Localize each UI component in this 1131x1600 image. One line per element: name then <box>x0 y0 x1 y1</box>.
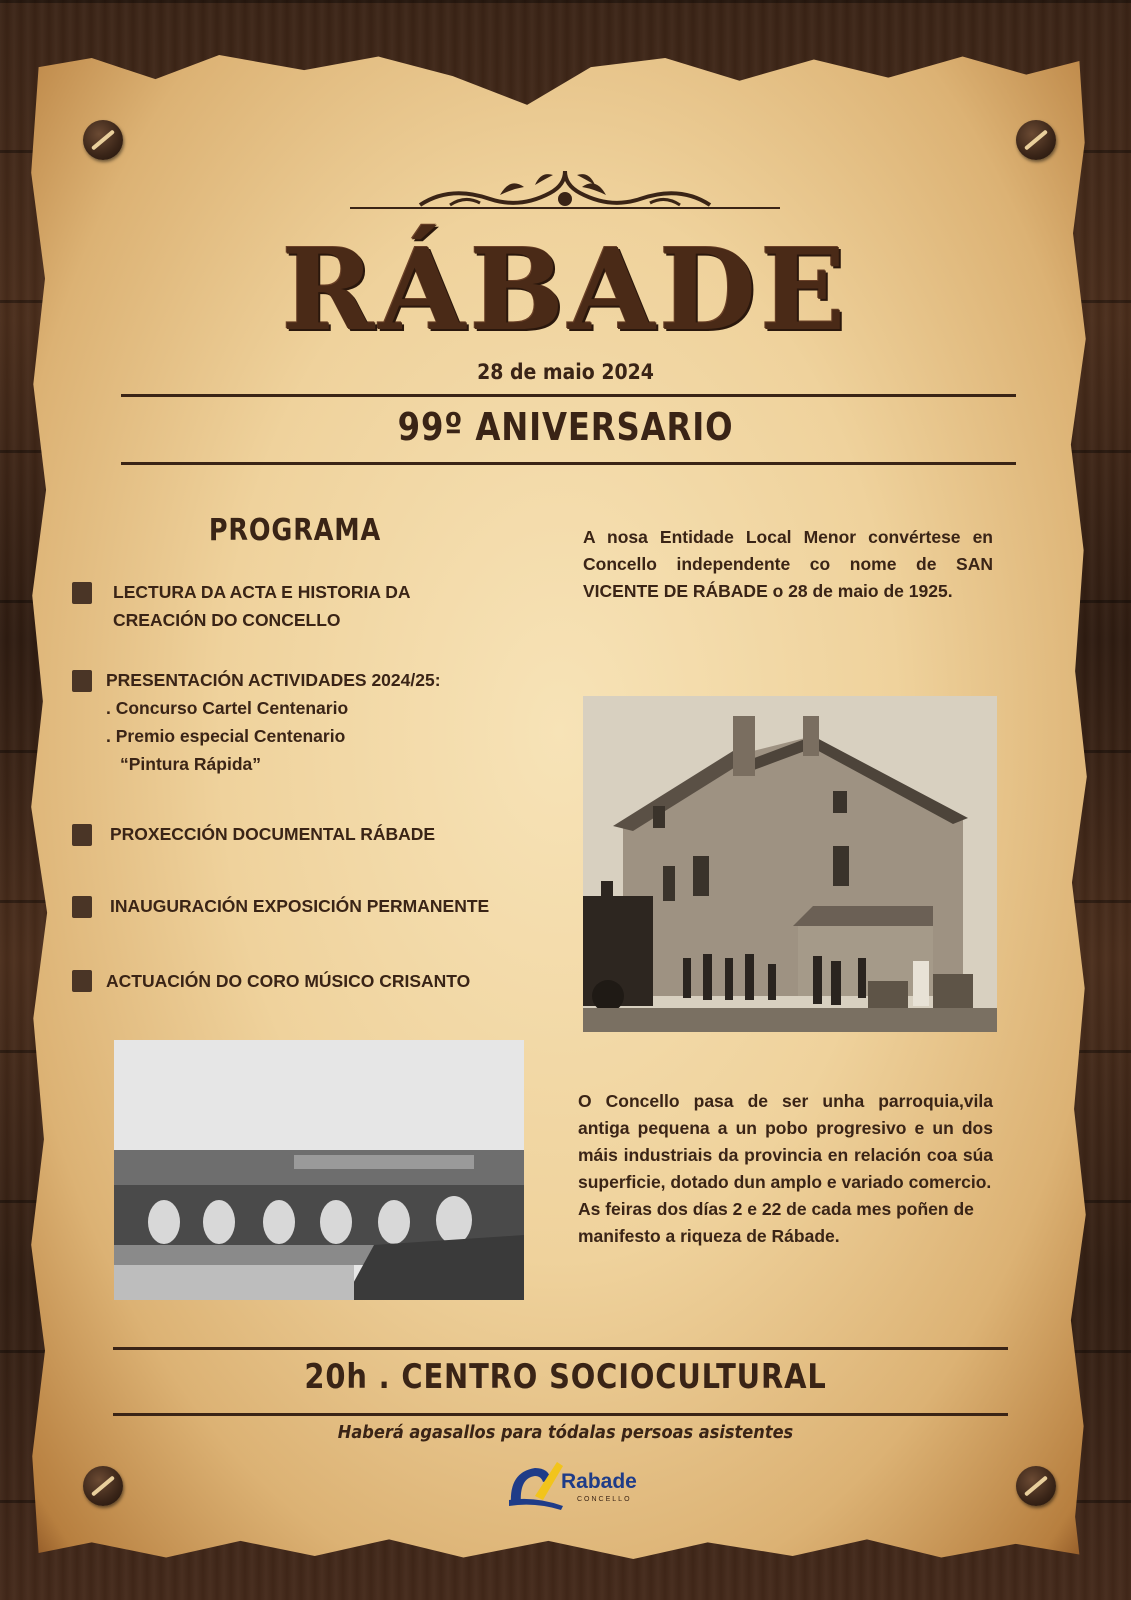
poster-title: RÁBADE <box>281 225 850 356</box>
programa-item-2-sub3: “Pintura Rápida” <box>120 754 261 774</box>
programa-item-3: PROXECCIÓN DOCUMENTAL RÁBADE <box>110 824 436 844</box>
programa-item-2-sub1: . Concurso Cartel Centenario <box>106 698 349 718</box>
history-text-2: As feiras dos días 2 e 22 de cada mes poñen de manifesto a riqueza de Rábade. <box>578 1199 974 1246</box>
logo-mark-icon <box>505 1460 565 1512</box>
divider-venue-top <box>113 1347 1008 1350</box>
programa-item-4: INAUGURACIÓN EXPOSICIÓN PERMANENTE <box>110 896 490 916</box>
nail-bottom-left-icon <box>83 1466 123 1506</box>
nail-top-left-icon <box>83 120 123 160</box>
venue-heading: 20h . CENTRO SOCIOCULTURAL <box>304 1357 827 1397</box>
anniversary-heading: 99º ANIVERSARIO <box>397 405 734 449</box>
programa-item-5: ACTUACIÓN DO CORO MÚSICO CRISANTO <box>106 971 471 991</box>
intro-paragraph: A nosa Entidade Local Menor convértese en Concello independente co nome de SAN VICENTE DE RÁBADE o 28 de maio de 1925. <box>583 527 993 601</box>
station-photo <box>583 696 997 1032</box>
programa-heading: PROGRAMA <box>208 513 382 548</box>
programa-item-2-line1: PRESENTACIÓN ACTIVIDADES 2024/25: <box>106 670 441 690</box>
nail-top-right-icon <box>1016 120 1056 160</box>
bullet-icon <box>72 582 92 604</box>
programa-item-2 <box>106 666 441 778</box>
history-paragraph <box>578 1088 993 1250</box>
programa-item-1-line1: LECTURA DA ACTA E HISTORIA DA <box>113 582 411 602</box>
logo-name: Rabade <box>561 1470 637 1493</box>
bullet-icon <box>72 896 92 918</box>
programa-item-1 <box>113 578 411 634</box>
programa-item-2-sub2: . Premio especial Centenario <box>106 726 346 746</box>
programa-item-1-line2: CREACIÓN DO CONCELLO <box>113 610 341 630</box>
nail-bottom-right-icon <box>1016 1466 1056 1506</box>
event-date: 28 de maio 2024 <box>477 360 654 384</box>
history-text-1: O Concello pasa de ser unha parroquia,vila antiga pequena a un pobo progresivo e un dos máis industriais da provincia en relación coa súa superficie, dotado dun amplo e variado comercio. <box>578 1091 993 1192</box>
ornament-icon <box>350 165 780 215</box>
rabade-logo <box>505 1460 645 1512</box>
divider-top <box>121 394 1016 397</box>
gifts-note: Haberá agasallos para tódalas persoas asistentes <box>337 1422 794 1443</box>
bullet-icon <box>72 970 92 992</box>
bullet-icon <box>72 824 92 846</box>
bridge-photo <box>114 1040 524 1300</box>
bullet-icon <box>72 670 92 692</box>
divider-second <box>121 462 1016 465</box>
divider-venue-bottom <box>113 1413 1008 1416</box>
logo-sub: CONCELLO <box>577 1496 632 1503</box>
